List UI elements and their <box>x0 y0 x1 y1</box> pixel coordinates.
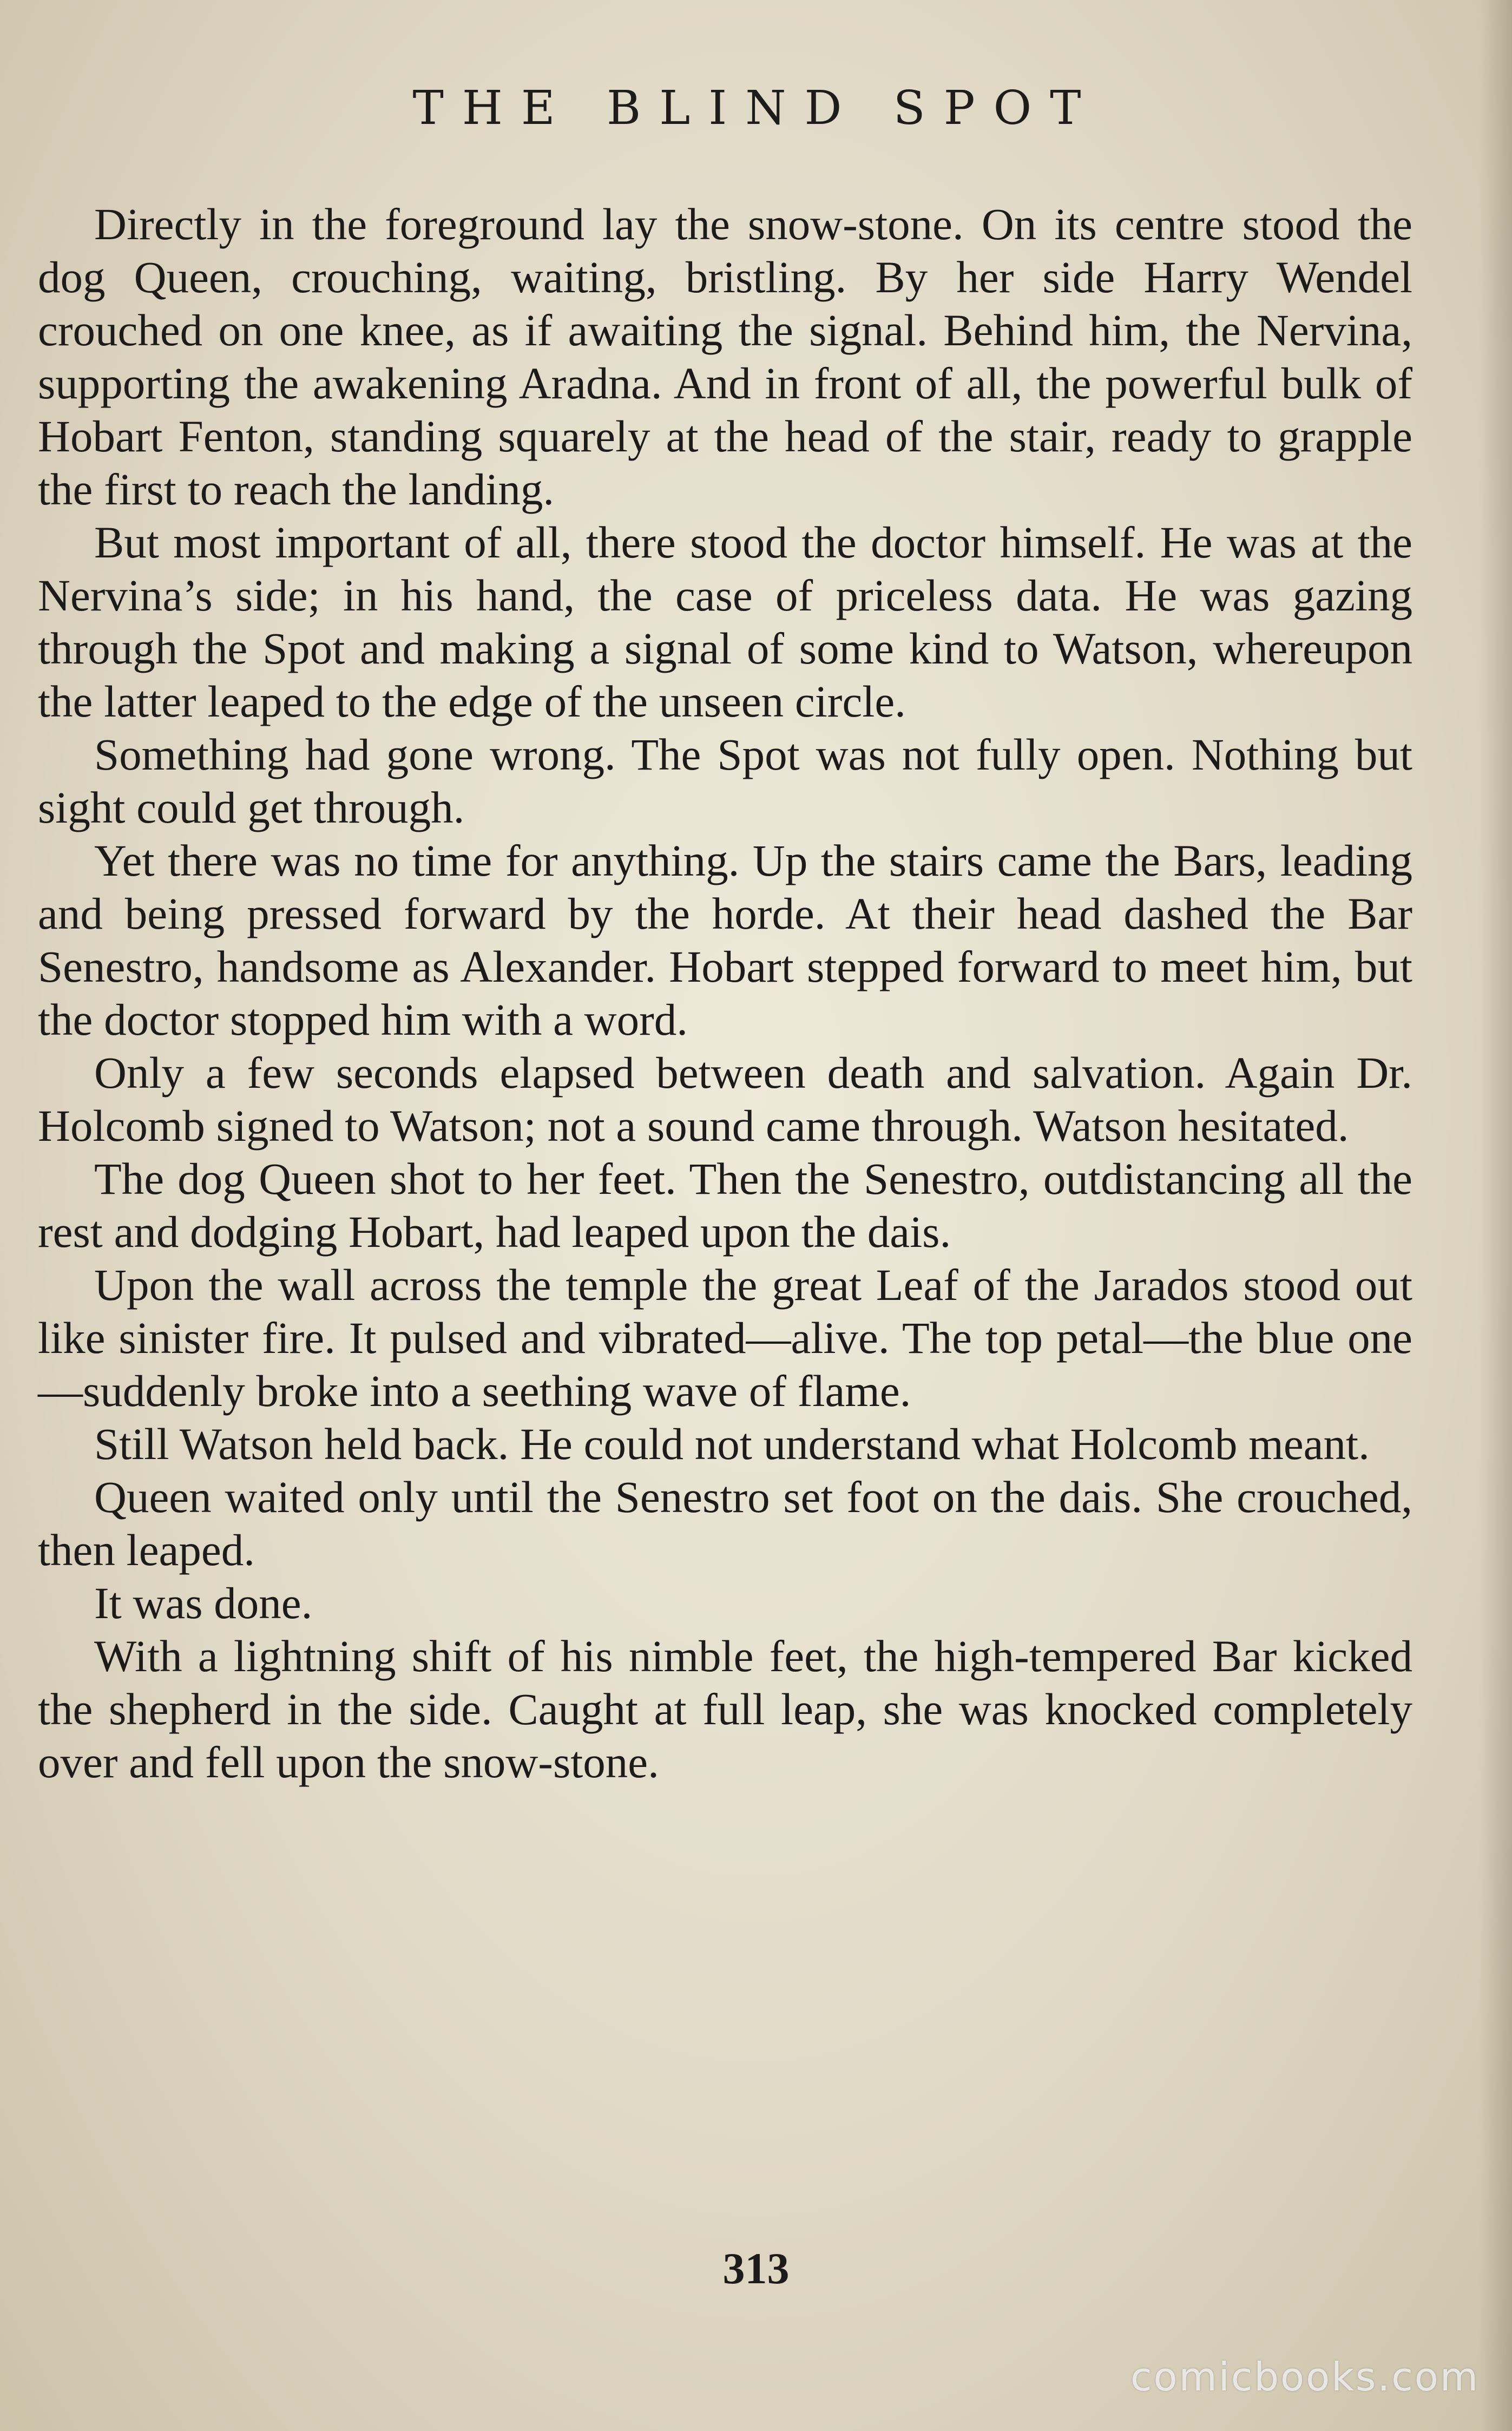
source-watermark: comicbooks.com <box>1130 2354 1480 2400</box>
paragraph: Still Watson held back. He could not understand what Holcomb meant. <box>94 1419 1370 1469</box>
paragraph: Directly in the foreground lay the snow-stone. On its centre stood the dog Queen, crouching, waiting, bristling. By her side Harry Wendel crouched on one knee, as if awaiting the signal. Behind him, the Nervina, supporting the awakening Aradna. And in front of all, the powerful bulk of Hobart Fenton, standing squarely at the head of the stair, ready to grapple the first to reach the landing. <box>38 199 1412 514</box>
paragraph: But most important of all, there stood the doctor himself. He was at the Nervina’s side; in his hand, the case of priceless data. He was gazing through the Spot and making a signal of some kind to Watson, whereupon the latter leaped to the edge of the unseen circle. <box>38 517 1412 726</box>
page-number: 313 <box>722 2244 790 2293</box>
paragraph: Queen waited only until the Senestro set foot on the dais. She crouched, then leaped. <box>38 1472 1412 1575</box>
paragraph: With a lightning shift of his nimble feet, the high-tempered Bar kicked the shepherd in the side. Caught at full leap, she was knocked completely over and fell upon the snow-stone. <box>38 1631 1412 1787</box>
paragraph: Upon the wall across the temple the great Leaf of the Jarados stood out like sinister fire. It pulsed and vibrated—alive. The top petal—the blue one—suddenly broke into a seething wave of flame. <box>38 1260 1412 1416</box>
paragraph: Yet there was no time for anything. Up the stairs came the Bars, leading and being pressed forward by the horde. At their head dashed the Bar Senestro, handsome as Alexander. Hobart stepped forward to meet him, but the doctor stopped him with a word. <box>38 836 1412 1044</box>
paragraph: The dog Queen shot to her feet. Then the Senestro, outdistancing all the rest and dodging Hobart, had leaped upon the dais. <box>38 1154 1412 1257</box>
running-head-title: THE BLIND SPOT <box>412 81 1100 135</box>
page-edge-shadow <box>1480 0 1512 2431</box>
paragraph: Only a few seconds elapsed between death and salvation. Again Dr. Holcomb signed to Watson; not a sound came through. Watson hesitated. <box>38 1048 1412 1151</box>
body-text <box>38 198 1412 1789</box>
paragraph: Something had gone wrong. The Spot was not fully open. Nothing but sight could get through. <box>38 730 1412 832</box>
paragraph: It was done. <box>94 1578 313 1628</box>
